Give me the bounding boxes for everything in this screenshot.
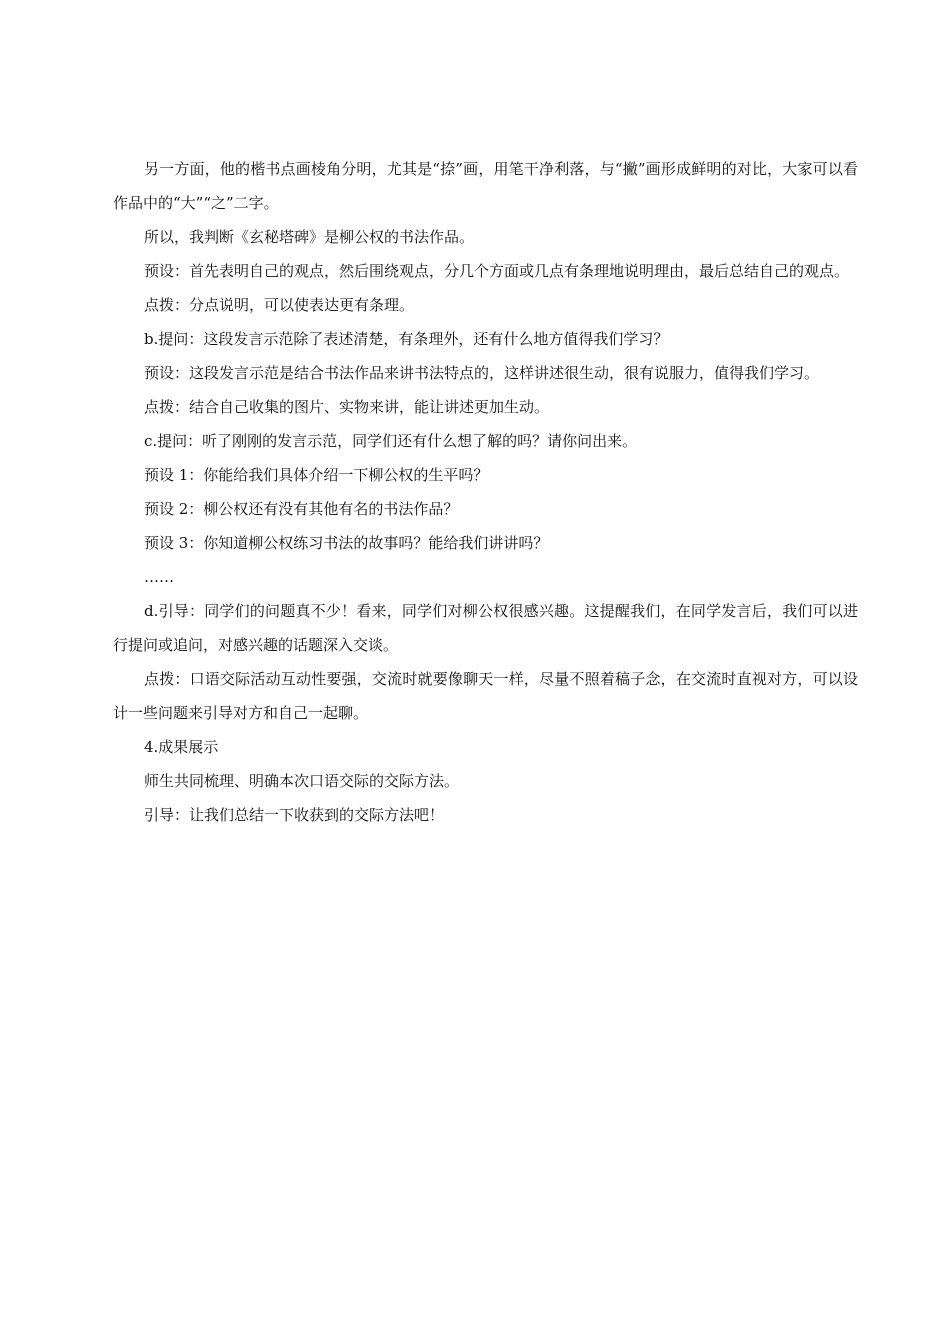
- document-body: [113, 152, 858, 832]
- section-heading-results: 4.成果展示: [144, 738, 219, 756]
- paragraph-preset-3: 预设 3：你知道柳公权练习书法的故事吗？能给我们讲讲吗？: [144, 534, 549, 552]
- paragraph-preset-2: 预设 2：柳公权还有没有其他有名的书法作品？: [144, 500, 459, 518]
- paragraph-kaishu-contrast: 另一方面，他的楷书点画棱角分明，尤其是“捺”画，用笔干净利落，与“撇”画形成鲜明的对比，大家可以看作品中的“大”“之”二字。: [113, 160, 858, 212]
- paragraph-question-b: b.提问：这段发言示范除了表述清楚，有条理外，还有什么地方值得我们学习？: [144, 330, 669, 348]
- paragraph-guide-d: d.引导：同学们的问题真不少！看来，同学们对柳公权很感兴趣。这提醒我们，在同学发言后，我们可以进行提问或追问，对感兴趣的话题深入交谈。: [113, 602, 858, 654]
- paragraph-ellipsis: ……: [144, 568, 174, 586]
- paragraph-preset-structure: 预设：首先表明自己的观点，然后围绕观点，分几个方面或几点有条理地说明理由，最后总结自己的观点。: [144, 262, 850, 280]
- paragraph-preset-1: 预设 1：你能给我们具体介绍一下柳公权的生平吗？: [144, 466, 489, 484]
- paragraph-preset-vivid: 预设：这段发言示范是结合书法作品来讲书法特点的，这样讲述很生动，很有说服力，值得我们学习。: [144, 364, 820, 382]
- paragraph-summary: 师生共同梳理、明确本次口语交际的交际方法。: [144, 772, 460, 790]
- paragraph-question-c: c.提问：听了刚刚的发言示范，同学们还有什么想了解的吗？请你问出来。: [144, 432, 638, 450]
- paragraph-guide-final: 引导：让我们总结一下收获到的交际方法吧！: [144, 806, 445, 824]
- paragraph-tip-vivid: 点拨：结合自己收集的图片、实物来讲，能让讲述更加生动。: [144, 398, 550, 416]
- paragraph-conclusion: 所以，我判断《玄秘塔碑》是柳公权的书法作品。: [144, 228, 475, 246]
- paragraph-tip-points: 点拨：分点说明，可以使表达更有条理。: [144, 296, 415, 314]
- paragraph-tip-interaction: 点拨：口语交际活动互动性要强，交流时就要像聊天一样，尽量不照着稿子念，在交流时直视对方，可以设计一些问题来引导对方和自己一起聊。: [113, 670, 858, 722]
